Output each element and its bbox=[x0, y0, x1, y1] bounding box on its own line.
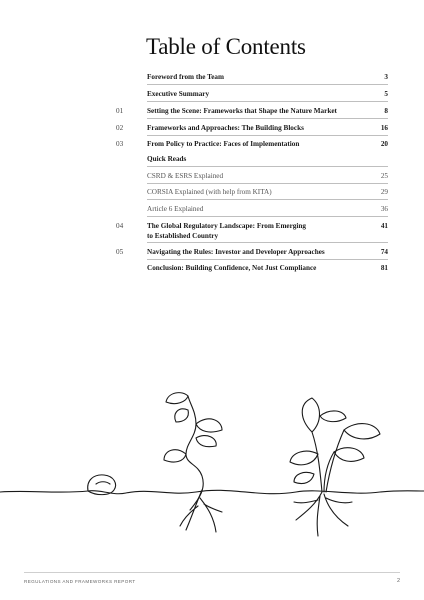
toc-label: Article 6 Explained bbox=[147, 205, 204, 213]
toc-number: 04 bbox=[116, 222, 124, 230]
toc-page: 29 bbox=[380, 188, 388, 196]
toc-number: 03 bbox=[116, 140, 124, 148]
toc-divider bbox=[147, 216, 388, 217]
toc-page: 41 bbox=[380, 222, 388, 230]
toc-label: Conclusion: Building Confidence, Not Just Compliance bbox=[147, 264, 317, 272]
footer-page-number: 2 bbox=[396, 578, 400, 584]
toc-entry-03[interactable] bbox=[0, 140, 424, 154]
toc-divider bbox=[147, 135, 388, 136]
footer-report-title: REGULATIONS AND FRAMEWORKS REPORT bbox=[24, 579, 136, 584]
toc-divider bbox=[147, 259, 388, 260]
toc-entry-04[interactable] bbox=[0, 222, 424, 244]
toc-label: Executive Summary bbox=[147, 90, 210, 98]
toc-divider bbox=[147, 199, 388, 200]
toc-divider bbox=[147, 118, 388, 119]
right-roots bbox=[294, 492, 352, 536]
right-plant-stems bbox=[312, 430, 344, 492]
page-title: Table of Contents bbox=[146, 34, 306, 59]
toc-divider bbox=[147, 166, 388, 167]
toc-label: Navigating the Rules: Investor and Developer Approaches bbox=[147, 248, 325, 256]
toc-divider bbox=[147, 242, 388, 243]
toc-label: CORSIA Explained (with help from KITA) bbox=[147, 188, 272, 196]
toc-label: CSRD & ESRS Explained bbox=[147, 172, 224, 180]
left-roots bbox=[180, 490, 222, 532]
plant-illustration bbox=[0, 380, 424, 550]
toc-page: 3 bbox=[384, 73, 388, 81]
toc-divider bbox=[147, 183, 388, 184]
toc-page: 81 bbox=[380, 264, 388, 272]
toc-page: 20 bbox=[380, 140, 388, 148]
toc-page: 16 bbox=[380, 124, 388, 132]
toc-label: From Policy to Practice: Faces of Implementation bbox=[147, 140, 300, 148]
toc-divider bbox=[147, 84, 388, 85]
toc-page: 8 bbox=[384, 107, 388, 115]
toc-page: 74 bbox=[380, 248, 388, 256]
toc-number: 02 bbox=[116, 124, 124, 132]
toc-number: 01 bbox=[116, 107, 124, 115]
toc-page: 25 bbox=[380, 172, 388, 180]
toc-page: 5 bbox=[384, 90, 388, 98]
toc-label: Quick Reads bbox=[147, 155, 187, 163]
ground-line bbox=[0, 490, 424, 493]
toc-label: Frameworks and Approaches: The Building Blocks bbox=[147, 124, 304, 132]
toc-label: Foreword from the Team bbox=[147, 73, 224, 81]
toc-page: 36 bbox=[380, 205, 388, 213]
toc-divider bbox=[147, 101, 388, 102]
toc-label: Setting the Scene: Frameworks that Shape the Nature Market bbox=[147, 107, 337, 115]
toc-number: 05 bbox=[116, 248, 124, 256]
toc-label: The Global Regulatory Landscape: From Emerging to Established Country bbox=[147, 222, 306, 240]
footer-divider bbox=[24, 572, 400, 573]
toc-entry-conclusion[interactable] bbox=[0, 264, 424, 278]
